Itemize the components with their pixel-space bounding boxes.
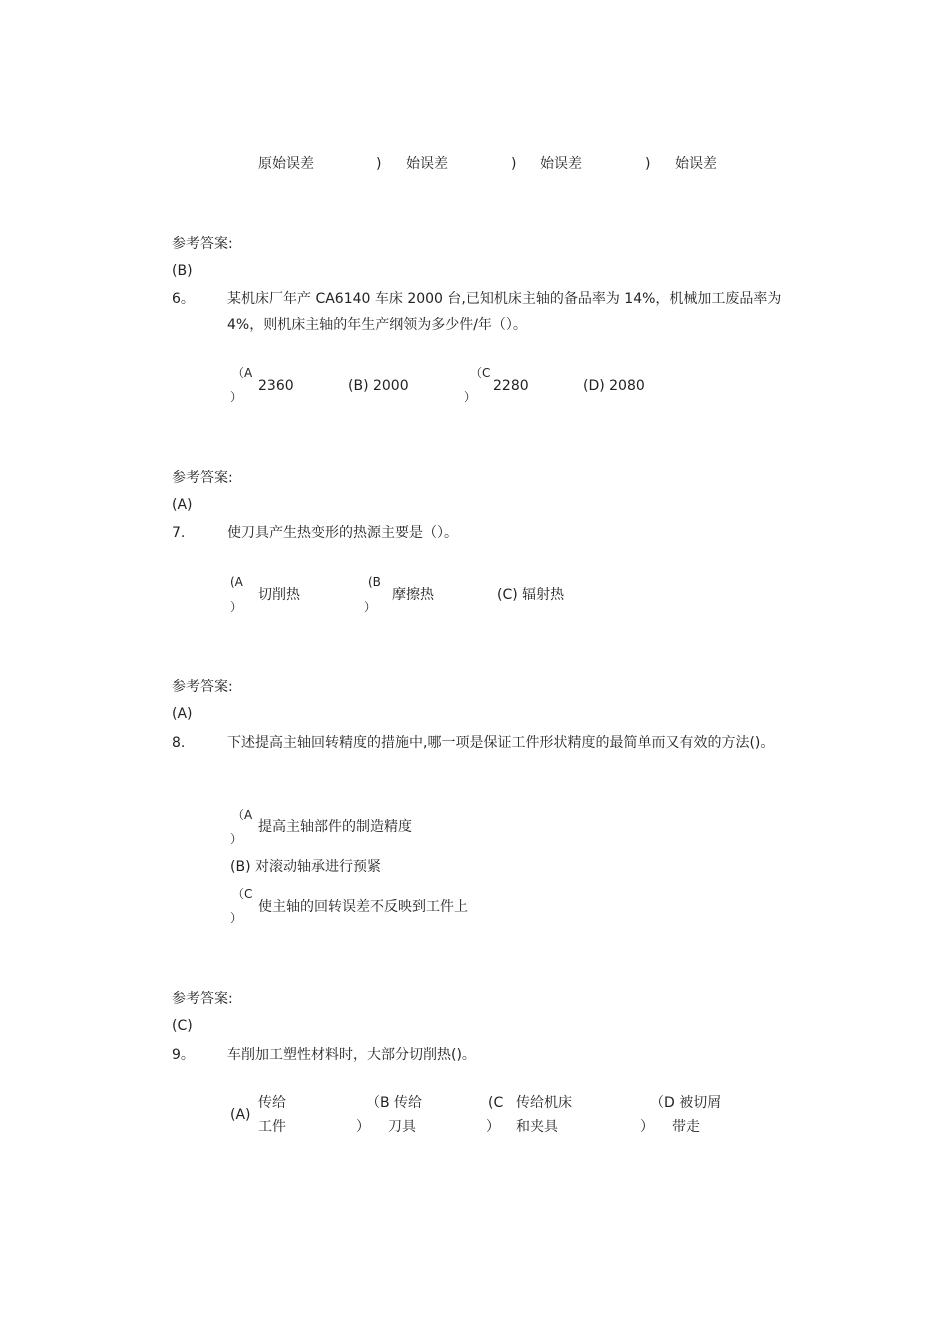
q9-option-c-label-bottom: ） bbox=[486, 1119, 500, 1135]
answer-label-7: 参考答案: bbox=[172, 679, 233, 695]
answer-label-8: 参考答案: bbox=[172, 991, 233, 1007]
answer-value-7: (A) bbox=[172, 706, 193, 722]
q9-option-c-line2: 和夹具 bbox=[516, 1119, 558, 1135]
top-option-2-paren: ) bbox=[511, 156, 517, 172]
q9-option-a-line1: 传给 bbox=[258, 1095, 286, 1111]
q7-option-a-label-top: (A bbox=[230, 575, 243, 589]
q8-option-c-label-bottom: ） bbox=[230, 911, 243, 925]
q9-option-c-label-top: (C bbox=[488, 1095, 504, 1111]
top-option-3-paren: ) bbox=[645, 156, 651, 172]
question-8-text: 下述提高主轴回转精度的措施中,哪一项是保证工件形状精度的最简单而又有效的方法()。 bbox=[227, 735, 775, 751]
q9-option-b-label-bottom: ） bbox=[356, 1119, 370, 1135]
question-6-number: 6。 bbox=[172, 291, 195, 307]
answer-value-5: (B) bbox=[172, 263, 193, 279]
question-7-text: 使刀具产生热变形的热源主要是（）。 bbox=[227, 525, 458, 541]
q6-option-a-label-bottom: ） bbox=[230, 390, 243, 404]
q6-option-c-value: 2280 bbox=[493, 378, 529, 394]
q7-option-a-label-bottom: ） bbox=[230, 600, 243, 614]
q8-option-a-value: 提高主轴部件的制造精度 bbox=[258, 819, 412, 835]
top-option-1-text: 原始误差 bbox=[258, 156, 314, 172]
q7-option-b-label-top: (B bbox=[368, 575, 381, 589]
q6-option-c-label-bottom: ） bbox=[464, 390, 477, 404]
top-option-4-text: 始误差 bbox=[675, 156, 717, 172]
q6-option-a-label-top: （A bbox=[232, 366, 253, 380]
q7-option-a-value: 切削热 bbox=[258, 587, 300, 603]
q6-option-d: (D) 2080 bbox=[583, 378, 645, 394]
top-option-1-paren: ) bbox=[376, 156, 382, 172]
q9-option-a-label: (A) bbox=[230, 1107, 251, 1123]
q6-option-b: (B) 2000 bbox=[348, 378, 409, 394]
q9-option-d-label-top: （D 被切屑 bbox=[650, 1095, 722, 1111]
q6-option-a-value: 2360 bbox=[258, 378, 294, 394]
q9-option-d-label-bottom: ） bbox=[640, 1119, 654, 1135]
question-6-text: 某机床厂年产 CA6140 车床 2000 台,已知机床主轴的备品率为 14%，机械加工废品率为 4%，则机床主轴的年生产纲领为多少件/年（）。 bbox=[227, 291, 782, 333]
q9-option-b-label-top: （B 传给 bbox=[366, 1095, 423, 1111]
answer-label-5: 参考答案: bbox=[172, 236, 233, 252]
q6-option-c-label-top: （C bbox=[470, 366, 491, 380]
answer-label-6: 参考答案: bbox=[172, 470, 233, 486]
q8-option-a-label-bottom: ） bbox=[230, 832, 243, 846]
question-8-number: 8. bbox=[172, 735, 186, 751]
answer-value-8: (C) bbox=[172, 1018, 193, 1034]
q7-option-b-label-bottom: ） bbox=[364, 600, 377, 614]
q8-option-c-value: 使主轴的回转误差不反映到工件上 bbox=[258, 899, 468, 915]
top-option-2-text: 始误差 bbox=[406, 156, 448, 172]
question-7-number: 7. bbox=[172, 525, 186, 541]
q8-option-c-label-top: （C bbox=[232, 887, 253, 901]
q9-option-b-value: 刀具 bbox=[388, 1119, 416, 1135]
question-9-number: 9。 bbox=[172, 1047, 195, 1063]
q9-option-c-line1: 传给机床 bbox=[516, 1095, 572, 1111]
q8-option-b: (B) 对滚动轴承进行预紧 bbox=[230, 859, 381, 875]
q8-option-a-label-top: （A bbox=[232, 808, 253, 822]
answer-value-6: (A) bbox=[172, 497, 193, 513]
q7-option-b-value: 摩擦热 bbox=[392, 587, 434, 603]
q7-option-c: (C) 辐射热 bbox=[497, 587, 565, 603]
q9-option-d-value: 带走 bbox=[672, 1119, 700, 1135]
q9-option-a-line2: 工件 bbox=[258, 1119, 286, 1135]
top-option-3-text: 始误差 bbox=[540, 156, 582, 172]
question-9-text: 车削加工塑性材料时，大部分切削热()。 bbox=[227, 1047, 476, 1063]
